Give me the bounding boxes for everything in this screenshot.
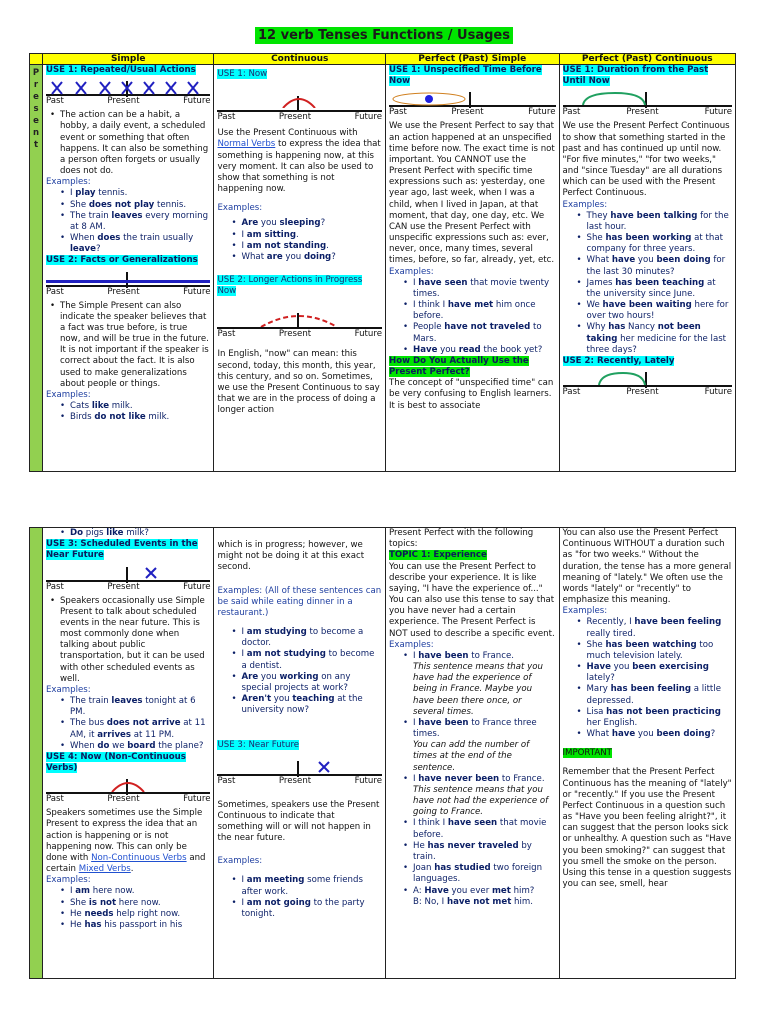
use1-text: We use the Present Perfect to say that an action happened at an unspecified time before now. The exact time is not important. You CANNOT use the Present Perfect with specific time expressions such as: yesterday, one year ago, last week, when I was a child, when I lived in Japan, at that moment, that day, one day, etc. We CAN use the Present Perfect with unspecific expressions such as: ever, never, once, many times, several times, before, so far, already, yet, etc. [389, 121, 555, 266]
topics-intro: Present Perfect with the following topics: [389, 528, 534, 550]
dashed-arc-icon [259, 311, 339, 327]
perfect-column [386, 65, 560, 471]
timeline-duration: Past Present Future [563, 89, 733, 119]
continued-text: which is in progress; however, we might not be doing it at this exact second. [217, 540, 365, 573]
simple-column [43, 65, 215, 471]
use1-text: • The action can be a habit, a hobby, a daily event, a scheduled event or something that often happens. It can also be something a person often forgets or usually does not do. [50, 110, 211, 177]
topic1-text: You can use the Present Perfect to describe your experience. It is like saying, "I have the experience of..." You can also use this tense to say that you have never had a certain experience. The Present Perfect is NOT used to describe a specific event. [389, 561, 555, 639]
example-item: • We have been waiting here for over two hours! [577, 300, 733, 322]
example-item: • Mary has been feeling a little depressed. [577, 684, 733, 706]
timeline-facts: Past Present Future [46, 269, 211, 299]
recent-arc-icon [597, 371, 647, 385]
header-perfect-continuous: Perfect (Past) Continuous [560, 54, 736, 64]
side-column [30, 65, 43, 471]
examples-label: Examples: [389, 266, 434, 277]
perfect-continuous-column [560, 528, 736, 978]
topic1-heading: TOPIC 1: Experience [389, 550, 487, 561]
header-corner [30, 54, 43, 64]
important-heading: IMPORTANT [562, 748, 612, 759]
example-item: • Lisa has not been practicing her English. [577, 707, 733, 729]
example-item: • She has been working at that company for three years. [577, 233, 733, 255]
x-mark-icon [144, 566, 158, 580]
example-item: • When does the train usually leave? [60, 233, 211, 255]
example-item: • Do pigs like milk? [60, 528, 211, 539]
example-item: • I am sitting. [231, 230, 382, 241]
duration-arc-icon [581, 91, 647, 105]
examples-label: Examples: [45, 684, 91, 695]
present-side-label: P r e s e n t [30, 65, 42, 471]
examples-label: Examples: [562, 606, 608, 617]
example-item: • He has his passport in his [60, 920, 211, 931]
x-marks-icon [48, 80, 208, 96]
important-text: Remember that the Present Perfect Continuous has the meaning of "lately" or "recently." If you use the Present Perfect Continuous in a question such as "Have you been feeling alright?", it can suggest that the person looks sick or unhealthy. A question such as "Have you been smoking?" can suggest that you smell the smoke on the person. Using this tense in a question suggests you can see, smell, hear [562, 767, 732, 890]
example-item: • Recently, I have been feeling really tired. [577, 617, 733, 639]
timeline-repeated: Past Present Future [46, 78, 211, 108]
use3-heading: USE 3: Scheduled Events in the Near Future [45, 539, 198, 561]
use2-text: • The Simple Present can also indicate the speaker believes that a fact was true before, is true now, and will be true in the future. It is not important if the speaker is correct about the fact. It is also used to make generalizations about people or things. [50, 301, 211, 390]
example-item: • She has been watching too much television lately. [577, 640, 733, 662]
examples-label: Examples: [217, 856, 263, 867]
timeline-near-future: Past Present Future [217, 758, 382, 788]
example-item: • I am not studying to become a dentist. [231, 649, 382, 671]
example-item: • I have never been to France. This sentence means that you have not had the experience of going to France. [403, 774, 556, 819]
example-item: • I am studying to become a doctor. [231, 627, 382, 649]
example-item: • She does not play tennis. [60, 200, 211, 211]
use4-heading: USE 4: Now (Non-Continuous Verbs) [45, 751, 186, 774]
use1-heading: USE 1: Unspecified Time Before Now [389, 65, 542, 87]
use4-text: Speakers sometimes use the Simple Present to express the idea that an action is happening or is not happening now. This can only be done with Non-Continuous Verbs and certain Mixed Verbs. [45, 808, 206, 875]
use1-text: We use the Present Perfect Continuous to show that something started in the past and has continued up until now. "For five minutes," "for two weeks," and "since Tuesday" are all durations which can be used with the Present Perfect Continuous. [562, 121, 730, 199]
use2-heading: USE 2: Facts or Generalizations [45, 255, 198, 266]
mixed-verbs-link[interactable]: Mixed Verbs [78, 864, 131, 875]
example-item: • Have you been exercising lately? [577, 662, 733, 684]
header-perfect: Perfect (Past) Simple [386, 54, 560, 64]
lately-text: You can also use the Present Perfect Continuous WITHOUT a duration such as "for two weeks." Without the duration, the tense has a more general meaning of "lately." We often use the words "lately" or "recently" to emphasize this meaning. [562, 528, 732, 606]
x-mark-icon [317, 760, 331, 774]
header-row [30, 54, 735, 65]
example-item: • What have you been doing for the last 30 minutes? [577, 255, 733, 277]
page-one [29, 53, 736, 472]
document-title-wrap [0, 28, 768, 45]
use1-text: Use the Present Continuous with Normal Verbs to express the idea that something is happening now, at this very moment. It can also be used to show that something is not happening now. [217, 128, 381, 195]
side-column [30, 528, 43, 978]
examples-label: Examples: [217, 203, 263, 214]
example-item: • James has been teaching at the university since June. [577, 278, 733, 300]
example-item: • Birds do not like milk. [60, 412, 211, 423]
examples-label: Examples: [45, 177, 91, 188]
use2-text: In English, "now" can mean: this second, today, this month, this year, this century, and so on. Sometimes, we use the Present Continuous to say that we are in the process of doing a longer action [217, 349, 380, 416]
continuous-column [214, 528, 386, 978]
example-item: • She is not here now. [60, 898, 211, 909]
examples-label: Examples: [389, 639, 434, 650]
example-item: • He has never traveled by train. [403, 841, 556, 863]
page-two [29, 527, 736, 979]
timeline-unspecified: Past Present Future [389, 89, 556, 119]
example-item: • I am meeting some friends after work. [231, 875, 382, 897]
use2-heading: USE 2: Longer Actions in Progress Now [217, 275, 363, 297]
example-item: • I am not standing. [231, 241, 382, 252]
use1-heading: USE 1: Repeated/Usual Actions [45, 65, 196, 75]
arc-icon [281, 94, 317, 108]
example-item: • I think I have seen that movie before. [403, 818, 556, 840]
example-item: • I have seen that movie twenty times. [403, 278, 556, 300]
example-item: • Aren't you teaching at the university now? [231, 694, 382, 716]
example-item: • What have you been doing? [577, 729, 733, 740]
example-item: • Have you read the book yet? [403, 345, 556, 356]
example-item: • When do we board the plane? [60, 741, 211, 752]
example-item: • What are you doing? [231, 252, 382, 263]
normal-verbs-link[interactable]: Normal Verbs [217, 139, 276, 150]
use3-text: Sometimes, speakers use the Present Continuous to indicate that something will or will not happen in the near future. [217, 799, 380, 844]
timeline-now: Past Present Future [217, 88, 382, 124]
example-item: • I am here now. [60, 886, 211, 897]
example-item: • A: Have you ever met him? B: No, I have not met him. [403, 886, 556, 908]
use2-heading: USE 2: Recently, Lately [562, 355, 675, 366]
example-item: • I play tennis. [60, 188, 211, 199]
example-item: • Why has Nancy not been taking her medicine for the last three days? [577, 322, 733, 356]
use3-heading: USE 3: Near Future [217, 740, 300, 751]
header-continuous: Continuous [214, 54, 386, 64]
example-item: • Joan has studied two foreign languages. [403, 863, 556, 885]
examples-label: Examples: [562, 199, 608, 210]
example-item: • The train leaves tonight at 6 PM. [60, 696, 211, 718]
examples-label: Examples: [45, 389, 91, 400]
document-title: 12 verb Tenses Functions / Usages [255, 27, 513, 44]
example-item: • Cats like milk. [60, 401, 211, 412]
example-item: • The train leaves every morning at 8 AM. [60, 211, 211, 233]
continuous-column [214, 65, 386, 471]
how-to-use-heading: How Do You Actually Use the Present Perfect? [389, 355, 529, 378]
example-item: • I have been to France. This sentence means that you have had the experience of being in France. Maybe you have been there once, or several times. [403, 651, 556, 718]
example-item: • Are you sleeping? [231, 218, 382, 229]
example-item: • I have been to France three times. You can add the number of times at the end of the sentence. [403, 718, 556, 774]
use1-heading: USE 1: Duration from the Past Until Now [562, 65, 709, 87]
examples-note: Examples: (All of these sentences can be said while eating dinner in a restaurant.) [217, 585, 382, 618]
how-to-use-text: The concept of "unspecified time" can be very confusing to English learners. It is best to associate [389, 378, 554, 411]
simple-column [43, 528, 215, 978]
arc-icon [110, 778, 146, 792]
timeline-recently: Past Present Future [563, 369, 733, 399]
use1-heading: USE 1: Now [217, 69, 268, 79]
ellipse-dot-icon [391, 91, 467, 107]
example-item: • He needs help right now. [60, 909, 211, 920]
perfect-column [386, 528, 560, 978]
use3-text: • Speakers occasionally use Simple Present to talk about scheduled events in the near future. This is most commonly done when talking about public transportation, but it can be used with other scheduled events as well. [50, 596, 211, 685]
example-item: • The bus does not arrive at 11 AM, it arrives at 11 PM. [60, 718, 211, 740]
timeline-scheduled: Past Present Future [46, 564, 211, 594]
timeline-now-noncontinuous: Past Present Future [46, 776, 211, 806]
examples-label: Examples: [45, 875, 91, 886]
example-item: • They have been talking for the last hour. [577, 211, 733, 233]
non-continuous-verbs-link[interactable]: Non-Continuous Verbs [91, 852, 187, 863]
header-simple: Simple [43, 54, 215, 64]
perfect-continuous-column [560, 65, 736, 471]
timeline-longer-actions: Past Present Future [217, 305, 382, 341]
example-item: • I am not going to the party tonight. [231, 898, 382, 920]
example-item: • People have not traveled to Mars. [403, 322, 556, 344]
example-item: • Are you working on any special projects at work? [231, 672, 382, 694]
example-item: • I think I have met him once before. [403, 300, 556, 322]
